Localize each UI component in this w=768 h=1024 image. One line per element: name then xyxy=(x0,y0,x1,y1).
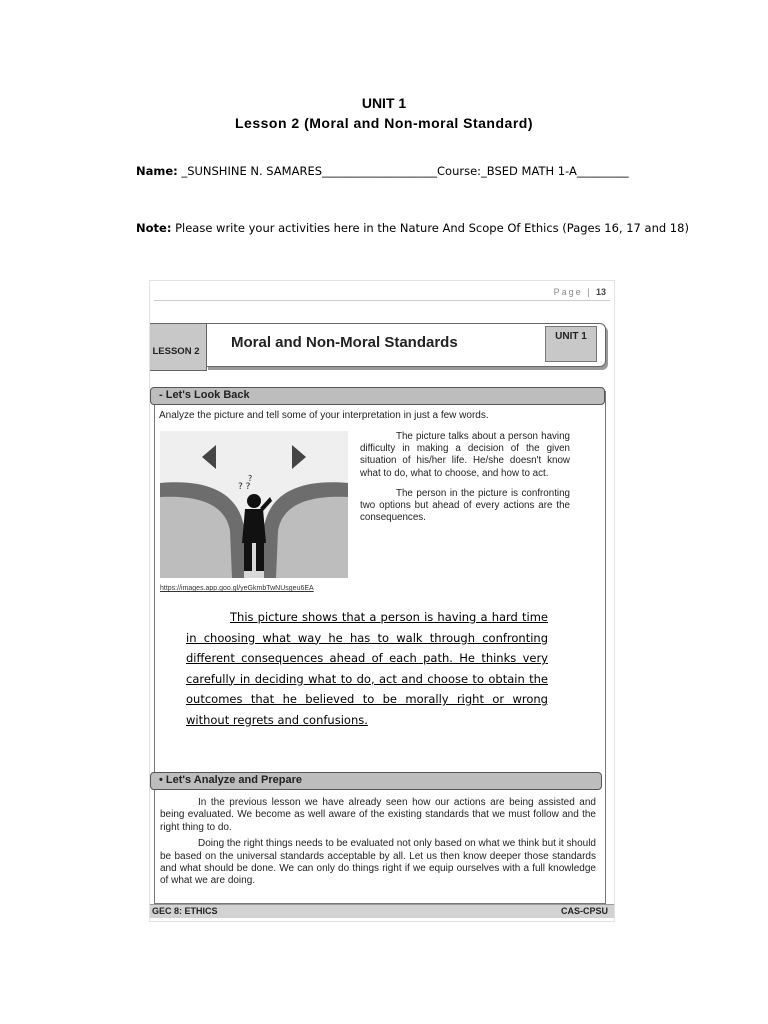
student-answer: This picture shows that a person is having a hard time in choosing what way he has to walk through confronting different consequences ahead of each path. He thinks very carefully in deciding what to do, act and choose to obtain the outcomes that he believed to be morally right or wrong without regrets and confusions. xyxy=(186,610,548,727)
page-word: Page xyxy=(553,287,583,297)
page-number: Page | 13 xyxy=(553,287,606,297)
scanned-module-page xyxy=(150,281,614,921)
section-look-back xyxy=(150,387,605,405)
note-label: Note: xyxy=(136,221,172,235)
crossroads-picture xyxy=(160,431,348,578)
look-back-title: - Let's Look Back xyxy=(159,389,250,401)
analyze-title: • Let's Analyze and Prepare xyxy=(159,774,302,786)
name-label: Name: xyxy=(136,164,178,178)
footer-course: GEC 8: ETHICS xyxy=(152,906,218,916)
page-footer xyxy=(150,904,614,918)
name-course-line xyxy=(136,164,629,178)
lesson-title: Lesson 2 (Moral and Non-moral Standard) xyxy=(235,115,533,131)
description-paragraph-2: The person in the picture is confronting two options but ahead of every actions are the consequences. xyxy=(360,487,570,524)
crossroads-illustration xyxy=(160,431,348,578)
page-rule xyxy=(154,300,610,301)
course-value: _BSED MATH 1-A_________ xyxy=(481,164,629,178)
picture-description xyxy=(360,431,570,532)
section-analyze-prepare xyxy=(150,772,602,790)
unit-badge: UNIT 1 xyxy=(545,326,597,362)
banner-title: Moral and Non-Moral Standards xyxy=(231,334,458,351)
course-label: Course: xyxy=(437,164,482,178)
svg-text:?: ? xyxy=(248,474,253,483)
lesson-tab xyxy=(150,323,207,371)
unit-title: UNIT 1 xyxy=(361,95,407,111)
picture-source-link[interactable]: https://images.app.goo.gl/yeGkmbTwNUsgeu6EA xyxy=(160,585,314,592)
name-value: _SUNSHINE N. SAMARES____________________ xyxy=(181,164,438,178)
footer-institution: CAS-CPSU xyxy=(560,906,608,916)
prepare-paragraph-2: Doing the right things needs to be evaluated not only based on what we think but it should be based on the universal standards acceptable by all. Let us then know deeper those standards and what should be done. We can only do things right if we equip ourselves with a full knowledge of what we are doing. xyxy=(160,838,596,887)
page-number-value: 13 xyxy=(595,287,606,297)
lesson-banner xyxy=(206,323,606,367)
prepare-paragraph-1: In the previous lesson we have already seen how our actions are being assisted and being evaluated. We become as well aware of the existing standards that we must follow and the right thing to do. xyxy=(160,797,596,833)
note-line xyxy=(136,221,689,235)
prepare-text xyxy=(160,797,596,892)
description-paragraph-1: The picture talks about a person having difficulty in making a decision of the given situation of his/her life. He/she doesn't know what to do, what to choose, and how to act. xyxy=(360,431,570,479)
instruction-text: Analyze the picture and tell some of your interpretation in just a few words. xyxy=(159,410,489,421)
svg-text:? ?: ? ? xyxy=(238,482,251,492)
lesson-tab-label: LESSON 2 xyxy=(152,346,200,357)
note-text: Please write your activities here in the Nature And Scope Of Ethics (Pages 16, 17 and 18) xyxy=(171,221,689,235)
